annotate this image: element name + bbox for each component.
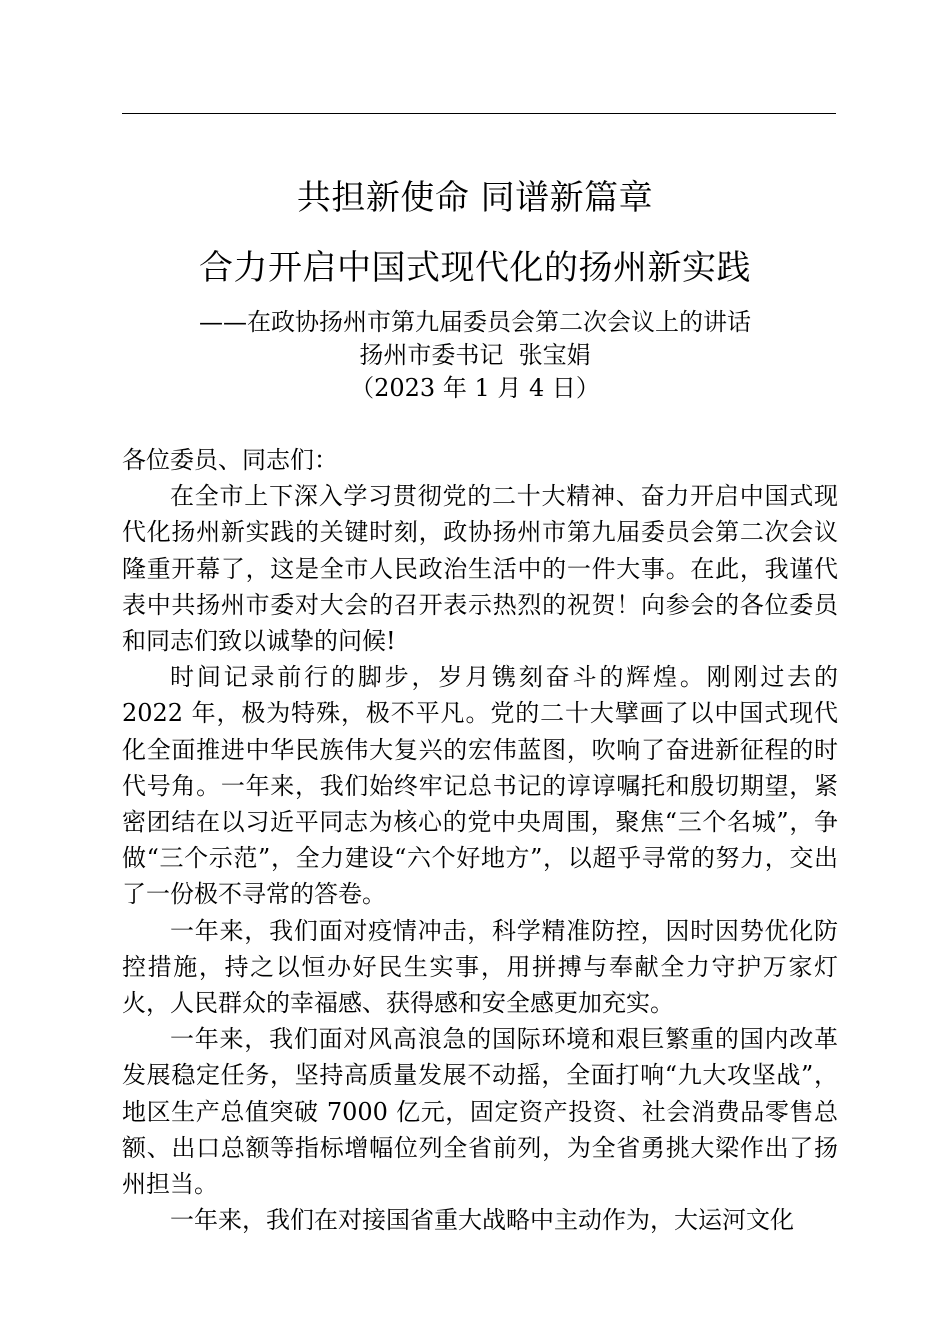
paragraph: 时间记录前行的脚步，岁月镌刻奋斗的辉煌。刚刚过去的 2022 年，极为特殊，极不平凡。党的二十大擘画了以中国式现代化全面推进中华民族伟大复兴的宏伟蓝图，吹响了奋进新征程的时代号角。一年来，我们始终牢记总书记的谆谆嘱托和殷切期望，紧密团结在以习近平同志为核心的党中央周围，聚焦“三个名城”，争做“三个示范”，全力建设“六个好地方”，以超乎寻常的努力，交出了一份极不寻常的答卷。 xyxy=(122,663,838,909)
paragraph: 在全市上下深入学习贯彻党的二十大精神、奋力开启中国式现代化扬州新实践的关键时刻，政协扬州市第九届委员会第二次会议隆重开幕了，这是全市人民政治生活中的一件大事。在此，我谨代表中共扬州市委对大会的召开表示热烈的祝贺！向参会的各位委员和同志们致以诚挚的问候! xyxy=(122,482,838,656)
title-line-1: 共担新使命 同谱新篇章 xyxy=(296,178,654,218)
speaker-line: 扬州市委书记 张宝娟 xyxy=(359,341,591,369)
date-line: （2023 年 1 月 4 日） xyxy=(350,374,600,402)
paragraph: 一年来，我们在对接国省重大战略中主动作为，大运河文化 xyxy=(170,1206,794,1235)
header-rule xyxy=(122,113,836,114)
salutation: 各位委员、同志们： xyxy=(122,446,338,474)
title-line-2: 合力开启中国式现代化的扬州新实践 xyxy=(199,248,751,288)
paragraph: 一年来，我们面对疫情冲击，科学精准防控，因时因势优化防控措施，持之以恒办好民生实事，用拼搏与奉献全力守护万家灯火，人民群众的幸福感、获得感和安全感更加充实。 xyxy=(122,916,838,1018)
speech-body xyxy=(122,442,838,1238)
subtitle: ——在政协扬州市第九届委员会第二次会议上的讲话 xyxy=(199,308,751,336)
paragraph: 一年来，我们面对风高浪急的国际环境和艰巨繁重的国内改革发展稳定任务，坚持高质量发展不动摇，全面打响“九大攻坚战”，地区生产总值突破 7000 亿元，固定资产投资、社会消费品零售总额、出口总额等指标增幅位列全省前列，为全省勇挑大梁作出了扬州担当。 xyxy=(122,1025,838,1199)
